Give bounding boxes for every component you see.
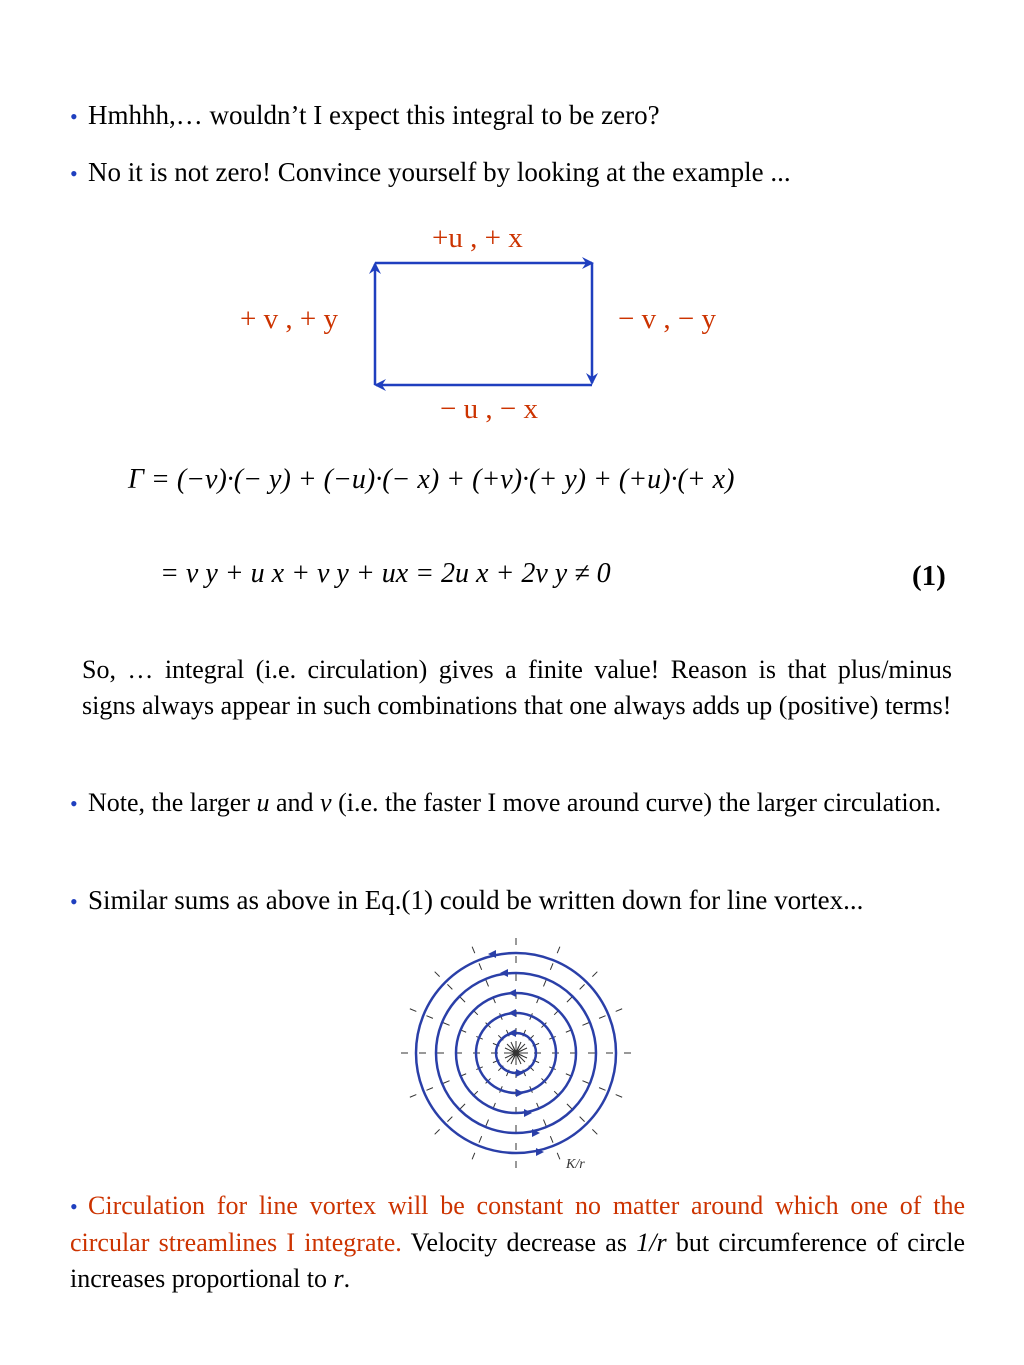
note-prefix: Note, the larger — [88, 788, 257, 817]
final-text-2: but circumference of circle increases proportional to — [70, 1228, 965, 1293]
circulation-rectangle-diagram — [360, 250, 610, 400]
bullet-2 — [70, 154, 791, 192]
bullet-note — [70, 785, 965, 822]
equation-line-1: Γ = (−v)·(− y) + (−u)·(− x) + (+v)·(+ y) + (+u)·(+ x) — [128, 464, 735, 495]
final-italic-2: r — [333, 1264, 344, 1293]
line-vortex-diagram — [396, 930, 636, 1175]
rect-bottom-label: − u , − x — [440, 393, 538, 425]
bullet-dot: • — [70, 791, 78, 816]
note-u: u — [256, 788, 270, 817]
vortex-label: K/r — [566, 1157, 585, 1172]
bullet-similar — [70, 882, 863, 920]
bullet-dot: • — [70, 104, 78, 129]
note-v: v — [320, 788, 332, 817]
final-red-text: Circulation for line vortex will be constant no matter around which one of the circular streamlines I integrate. — [70, 1191, 965, 1257]
bullet-2-text: No it is not zero! Convince yourself by looking at the example ... — [88, 157, 791, 187]
similar-text: Similar sums as above in Eq.(1) could be written down for line vortex... — [88, 885, 864, 915]
note-and: and — [269, 788, 321, 817]
bullet-final — [70, 1188, 965, 1297]
rect-left-label: + v , + y — [240, 303, 338, 335]
final-italic-1: 1/r — [636, 1228, 667, 1257]
bullet-1-text: Hmhhh,… wouldn’t I expect this integral to be zero? — [88, 100, 660, 130]
bullet-1 — [70, 97, 660, 135]
rect-right-label: − v , − y — [618, 303, 716, 335]
vortex-core — [504, 1041, 528, 1065]
final-end: . — [343, 1264, 351, 1293]
note-suffix: (i.e. the faster I move around curve) the larger circulation. — [331, 788, 942, 817]
bullet-dot: • — [70, 161, 78, 186]
bullet-dot: • — [70, 889, 78, 914]
final-text-1: Velocity decrease as — [401, 1228, 637, 1257]
bullet-dot: • — [70, 1194, 78, 1219]
equation-line-2: = v y + u x + v y + ux = 2u x + 2v y ≠ 0 — [160, 558, 611, 589]
explanation-paragraph: So, … integral (i.e. circulation) gives a finite value! Reason is that plus/minus signs always appear in such combinations that one always adds up (positive) terms! — [82, 655, 952, 720]
equation-number: (1) — [912, 560, 946, 592]
rect-top-label: +u , + x — [432, 222, 523, 254]
